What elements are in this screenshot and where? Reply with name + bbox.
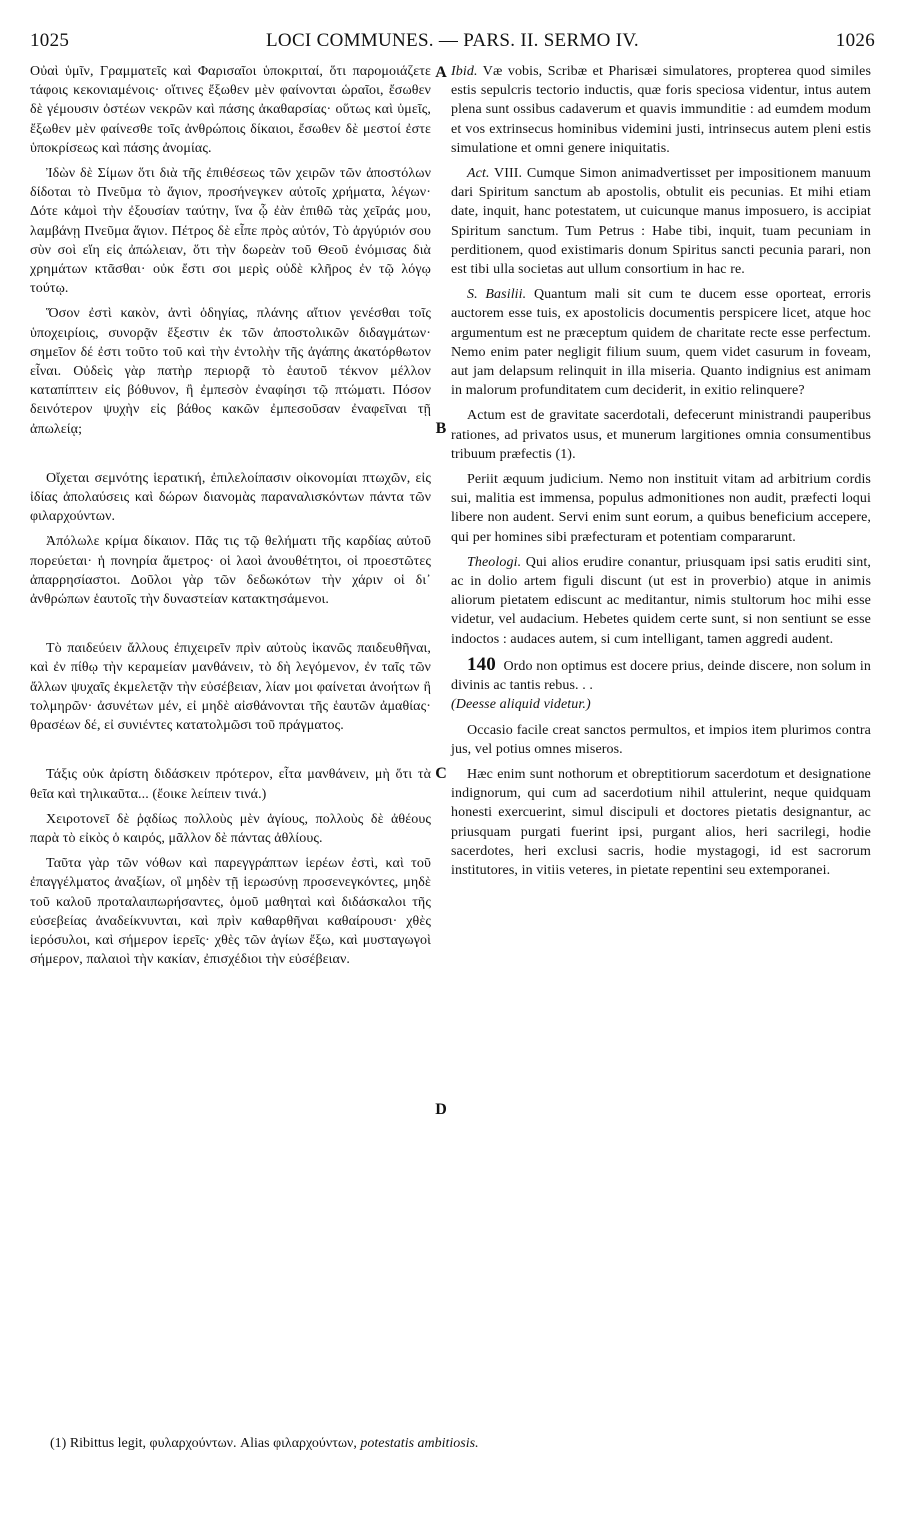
- latin-paragraph: Actum est de gravitate sacerdotali, defecerunt ministrandi pauperibus rationes, ad privatos usus, et munerum largitiones omnia consumentibus tribuum præfectis (1).: [451, 408, 871, 462]
- footnote: (1) Ribittus legit, φυλαρχούντων. Alias φιλαρχούντων, potestatis ambitiosis.: [50, 1436, 479, 1451]
- section-marker-c: C: [435, 765, 447, 782]
- latin-paragraph: Ibid. Væ vobis, Scribæ et Pharisæi simulatores, propterea quod similes estis sepulcris tectorio inductis, quæ foris speciosa videntur, intus autem plena sunt ossibus cadaverum et quavis immunditie : ad eumdem modum et vos extrinsecus hominibus videmini justi, intrinsecus autem pleni estis simulatione et omni genere iniquitatis.: [451, 64, 871, 156]
- greek-paragraph: Τὸ παιδεύειν ἄλλους ἐπιχειρεῖν πρὶν αὐτοὺς ἱκανῶς παιδευθῆναι, καὶ ἐν πίθῳ τὴν κεραμείαν μανθάνειν, τὸ δὴ λεγόμενον, ἐν ταῖς τῶν ἄλλων ψυχαῖς ἐκμελετᾷν τὴν εὐσέβειαν, λίαν μοι φαίνεται ἀνοήτων ἢ τολμηρῶν· ἀσυνέτων μέν, εἰ μηδὲ αἰσθάνονται τῆς ἑαυτῶν ἀμαθίας· θρασέων δέ, εἰ συνιέντες κατατολμῶσι τοῦ πράγματος.: [30, 641, 431, 734]
- greek-paragraph: Ἰδὼν δὲ Σίμων ὅτι διὰ τῆς ἐπιθέσεως τῶν χειρῶν τῶν ἀποστόλων δίδοται τὸ Πνεῦμα τὸ ἅγιον, προσήνεγκεν αὐτοῖς χρήματα, λέγων· Δότε κἀμοὶ τὴν ἐξουσίαν ταύτην, ἵνα ᾧ ἐὰν ἐπιθῶ τὰς χεῖράς μου, λαμβάνῃ Πνεῦμα ἅγιον. Πέτρος δὲ εἶπε πρὸς αὐτόν, Τὸ ἀργύριόν σου σὺν σοὶ εἴη εἰς ἀπώλειαν, ὅτι τὴν δωρεὰν τοῦ Θεοῦ ἐνόμισας διὰ χρημάτων κτᾶσθαι· οὐκ ἔστι σοι μερὶς οὐδὲ κλῆρος ἐν τῷ λόγῳ τούτῳ.: [30, 166, 431, 297]
- running-header: [30, 30, 875, 58]
- greek-paragraph: Οὐαὶ ὑμῖν, Γραμματεῖς καὶ Φαρισαῖοι ὑποκριταί, ὅτι παρομοιάζετε τάφοις κεκονιαμένοις· οἵτινες ἔξωθεν μὲν φαίνονται ὡραῖοι, ἔσωθεν δὲ γέμουσιν ὀστέων νεκρῶν καὶ πάσης ἀκαθαρσίας· οὕτως καὶ ὑμεῖς, ἔξωθεν μὲν φαίνεσθε τοῖς ἀνθρώποις δίκαιοι, ἔσωθεν δὲ μεστοί ἐστε ὑποκρίσεως καὶ πάσης ἀνομίας.: [30, 64, 431, 156]
- editorial-note: (Deesse aliquid videtur.): [451, 697, 591, 713]
- column-number: 140: [467, 653, 496, 675]
- greek-paragraph: Ἀπόλωλε κρίμα δίκαιον. Πᾶς τις τῷ θελήματι τῆς καρδίας αὐτοῦ πορεύεται· ἡ πονηρία ἄμετρος· οἱ λαοὶ ἀνουθέτητοι, οἱ προεστῶτες ἀπαρρησίαστοι. Δοῦλοι γὰρ τῶν δεδωκότων τὴν χάριν οἱ δι᾽ ἀνθρώπων ἑαυτοῖς τὴν δυναστείαν κατακτησάμενοι.: [30, 534, 431, 608]
- latin-paragraph: Theologi. Qui alios erudire conantur, priusquam ipsi satis eruditi sint, ac in dolio artem figuli discunt (ut est in proverbio) atque in animis aliorum pietatem ediscunt ac meditantur, nimis stultorum hoc mihi esse videtur, vel audacium. Hebetes quidem certe sunt, si non sentiunt se esse indoctos : audaces autem, si cum intelligant, tamen aggredi audent.: [451, 554, 871, 647]
- latin-paragraph: Hæc enim sunt nothorum et obreptitiorum sacerdotum et designatione indignorum, qui cum ad sacerdotium nihil attulerint, neque quidquam honesti exercuerint, simul discipuli et doctores pietatis designantur, ac priusquam purgati fuerint ipsi, purgant alios, heri sacrilegi, hodie sacerdotes, heri exclusi sacris, hodie mystagogi, id est sacrorum institutores, in vitiis veteres, in pietate repentini seu extemporanei.: [451, 766, 871, 878]
- section-marker-d: D: [435, 1101, 447, 1118]
- latin-paragraph: 140 Ordo non optimus est docere prius, deinde discere, non solum in divinis ac tantis rebus. . . (Deesse aliquid videtur.): [451, 653, 871, 713]
- latin-paragraph: Occasio facile creat sanctos permultos, et impios item plurimos contra jus, vel potius omnes miseros.: [451, 722, 871, 757]
- greek-paragraph: Ὅσον ἐστὶ κακὸν, ἀντὶ ὁδηγίας, πλάνης αἴτιον γενέσθαι τοῖς ὑποχειρίοις, συνορᾷν ἔξεστιν ἐκ τῶν ἀποστολικῶν διδαγμάτων· σημεῖον δέ ἐστι τοῦτο τοῦ καὶ τὴν ἐντολὴν τῆς ἀγάπης ἀκατόρθωτον εἶναι. Οὐδεὶς γὰρ πατὴρ περιορᾷ τὸ ἑαυτοῦ τέκνον μέλλον καταπίπτειν εἰς βόθυνον, ἢ ἐμπεσὸν ἐναφίησι τῷ πτώματι. Πόσον δεινότερον ψυχὴν εἰς βάθος κακῶν ἐμπεσοῦσαν ἐναφεῖναι τῇ ἀπωλείᾳ;: [30, 306, 431, 437]
- greek-column: [30, 62, 431, 975]
- latin-column: [451, 62, 871, 886]
- latin-paragraph: Periit æquum judicium. Nemo non instituit vitam ad arbitrium cordis sui, malitia est immensa, populus admonitiones non audit, præfecti loqui libere non audent. Servi enim sunt eorum, a quibus beneficium accepere, qui per homines sibi præfecturam et potentiam compararunt.: [451, 472, 871, 545]
- greek-paragraph: Οἴχεται σεμνότης ἱερατική, ἐπιλελοίπασιν οἰκονομίαι πτωχῶν, εἰς ἰδίας ἀπολαύσεις καὶ δώρων διανομὰς παραναλισκόντων πάντα τῶν φιλαρχούντων.: [30, 470, 431, 525]
- source-label: S. Basilii.: [467, 287, 527, 303]
- page-number-left: 1025: [30, 30, 70, 51]
- greek-paragraph: Χειροτονεῖ δὲ ῥᾳδίως πολλοὺς μὲν ἁγίους, πολλοὺς δὲ ἀθέους παρὰ τὸ εἰκὸς ὁ καιρός, μᾶλλον δὲ πάντας ἀθλίους.: [30, 811, 431, 846]
- source-label: Act.: [467, 166, 490, 182]
- greek-paragraph: Ταῦτα γὰρ τῶν νόθων καὶ παρεγγράπτων ἱερέων ἐστὶ, καὶ τοῦ ἐπαγγέλματος ἀναξίων, οἳ μηδὲν τῇ ἱερωσύνῃ προσενεγκόντες, μηδὲ τοῦ καλοῦ προταλαιπωρήσαντες, ὁμοῦ μαθηταὶ καὶ διδάσκαλοι τῆς εὐσεβείας ἀναδείκνυνται, καὶ πρὶν καθαρθῆναι καθαίρουσι· χθὲς ἱερόσυλοι, καὶ σήμερον ἱερεῖς· χθὲς τῶν ἁγίων ἔξω, καὶ μυσταγωγοὶ σήμερον, παλαιοὶ τὴν κακίαν, ἐπισχέδιοι τὴν εὐσέβειαν.: [30, 856, 431, 968]
- greek-paragraph: Τάξις οὐκ ἀρίστη διδάσκειν πρότερον, εἶτα μανθάνειν, μὴ ὅτι τὰ θεῖα καὶ τηλικαῦτα... (ἔοικε λείπειν τινά.): [30, 767, 431, 802]
- latin-paragraph: Act. VIII. Cumque Simon animadvertisset per impositionem manuum dari Spiritum sanctum ab apostolis, obtulit eis pecunias. Et mihi etiam date, inquit, hanc potestatem, ut cuicunque manus imposuero, is accipiat Spiritum sanctum. Tum Petrus : Habe tibi, inquit, tuam pecuniam in perditionem, quod existimaris donum Spiritus sancti pecunia parari, non est tibi ulla societas aut ullum consortium in hac re.: [451, 166, 871, 278]
- section-marker-a: A: [435, 64, 447, 81]
- page-number-right: 1026: [835, 30, 875, 51]
- source-label: Ibid.: [451, 64, 478, 79]
- running-title: LOCI COMMUNES. — PARS. II. SERMO IV.: [266, 30, 639, 51]
- source-label: Theologi.: [467, 554, 522, 570]
- section-marker-b: B: [435, 420, 447, 437]
- latin-paragraph: S. Basilii. Quantum mali sit cum te ducem esse oporteat, erroris auctorem esse tuis, ex apostolicis documentis perspicere licet, atque hoc argumentum est ne præceptum quidem de charitate recte esse perfectum. Nemo enim pater negligit filium suum, quem videt casurum in foveam, aut jam delapsum relinquit in illa miseria. Quanto indignius est animam in malorum profunditatem cum deciderit, in exitio relinquere?: [451, 287, 871, 399]
